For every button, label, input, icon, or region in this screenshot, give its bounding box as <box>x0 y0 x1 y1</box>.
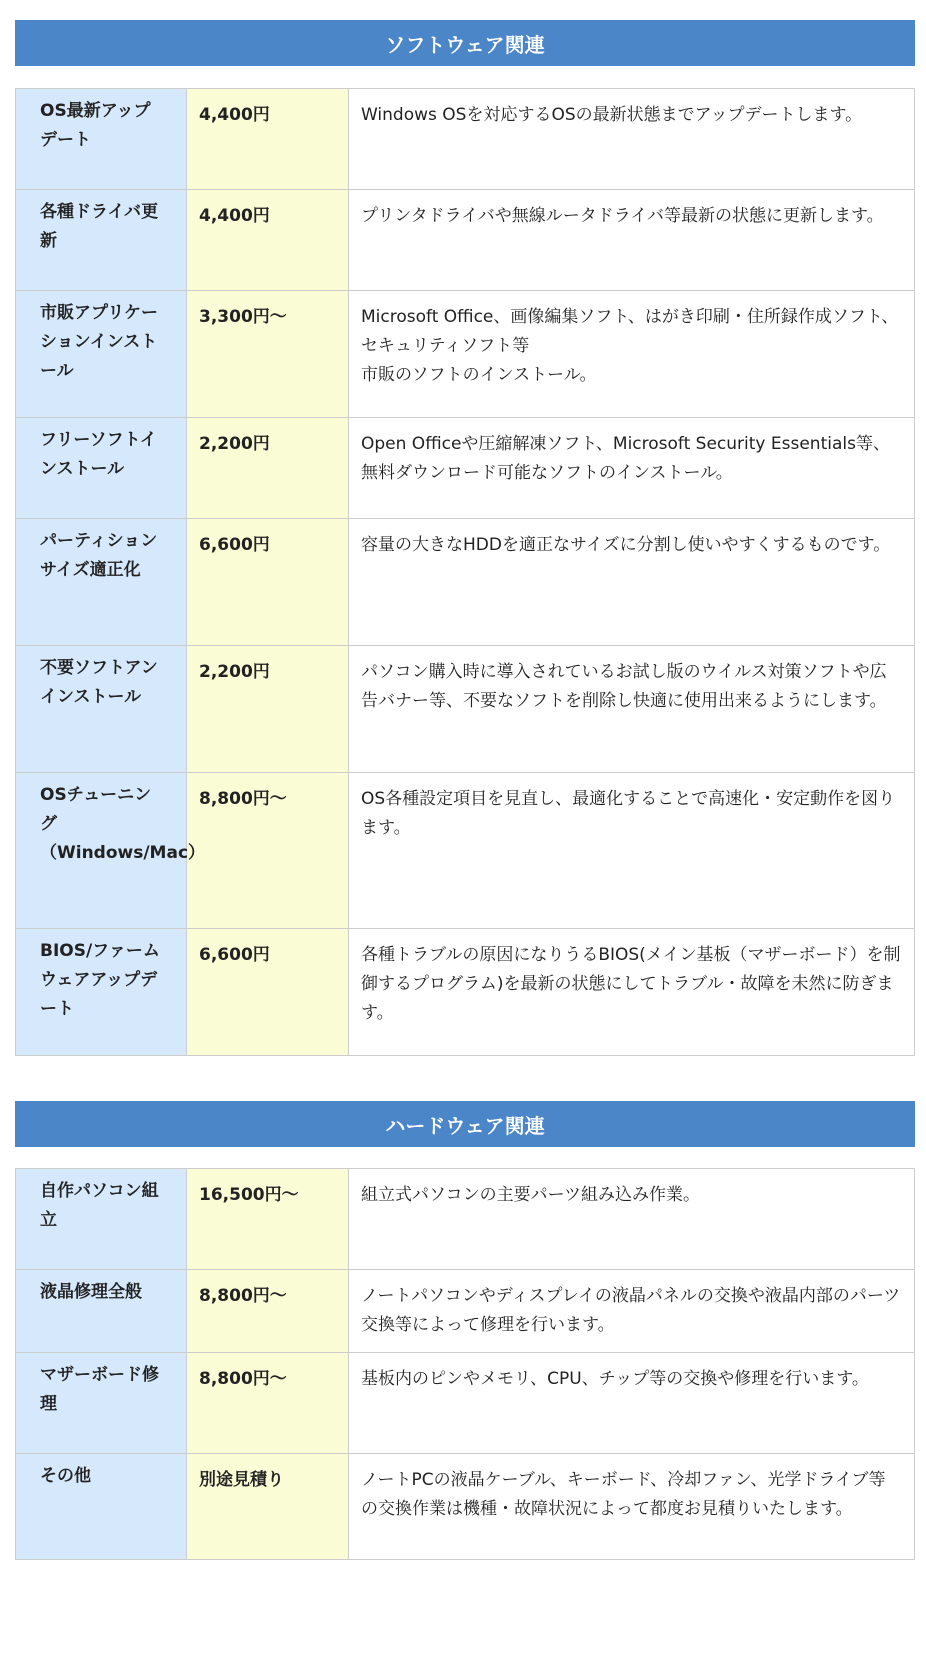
service-price: 別途見積り <box>187 1454 349 1560</box>
table-row <box>16 418 915 519</box>
table-row <box>16 646 915 773</box>
table-row <box>16 773 915 929</box>
service-name: 市販アプリケーションインストール <box>16 291 187 418</box>
hardware-price-table <box>15 1168 915 1560</box>
service-description: ノートパソコンやディスプレイの液晶パネルの交換や液晶内部のパーツ交換等によって修理を行います。 <box>349 1270 915 1353</box>
service-price: 2,200円 <box>187 646 349 773</box>
service-price: 3,300円〜 <box>187 291 349 418</box>
service-price: 6,600円 <box>187 929 349 1056</box>
service-name: OS最新アップデート <box>16 89 187 190</box>
service-name: その他 <box>16 1454 187 1560</box>
service-name: 自作パソコン組立 <box>16 1169 187 1270</box>
service-name: フリーソフトインストール <box>16 418 187 519</box>
table-row <box>16 291 915 418</box>
service-price: 8,800円〜 <box>187 1353 349 1454</box>
table-row <box>16 929 915 1056</box>
service-price: 2,200円 <box>187 418 349 519</box>
service-name: BIOS/ファームウェアアップデート <box>16 929 187 1056</box>
service-name: 液晶修理全般 <box>16 1270 187 1353</box>
table-row <box>16 1353 915 1454</box>
service-description: Windows OSを対応するOSの最新状態までアップデートします。 <box>349 89 915 190</box>
software-price-table <box>15 88 915 1056</box>
software-section-header: ソフトウェア関連 <box>15 20 915 66</box>
service-description: 各種トラブルの原因になりうるBIOS(メイン基板（マザーボード）を制御するプログラム)を最新の状態にしてトラブル・故障を未然に防ぎます。 <box>349 929 915 1056</box>
table-row <box>16 89 915 190</box>
hardware-section-header: ハードウェア関連 <box>15 1101 915 1147</box>
service-price: 8,800円〜 <box>187 1270 349 1353</box>
service-name: パーティションサイズ適正化 <box>16 519 187 646</box>
service-name: 各種ドライバ更新 <box>16 190 187 291</box>
service-description: パソコン購入時に導入されているお試し版のウイルス対策ソフトや広告バナー等、不要なソフトを削除し快適に使用出来るようにします。 <box>349 646 915 773</box>
table-row <box>16 1454 915 1560</box>
service-description: 容量の大きなHDDを適正なサイズに分割し使いやすくするものです。 <box>349 519 915 646</box>
service-description: 基板内のピンやメモリ、CPU、チップ等の交換や修理を行います。 <box>349 1353 915 1454</box>
service-name: 不要ソフトアンインストール <box>16 646 187 773</box>
service-description: OS各種設定項目を見直し、最適化することで高速化・安定動作を図ります。 <box>349 773 915 929</box>
service-description: ノートPCの液晶ケーブル、キーボード、冷却ファン、光学ドライブ等の交換作業は機種・故障状況によって都度お見積りいたします。 <box>349 1454 915 1560</box>
service-price: 4,400円 <box>187 89 349 190</box>
table-row <box>16 1169 915 1270</box>
service-name: マザーボード修理 <box>16 1353 187 1454</box>
service-name: OSチューニング（Windows/Mac） <box>16 773 187 929</box>
table-row <box>16 519 915 646</box>
service-description: プリンタドライバや無線ルータドライバ等最新の状態に更新します。 <box>349 190 915 291</box>
service-description: Open Officeや圧縮解凍ソフト、Microsoft Security Essentials等、無料ダウンロード可能なソフトのインストール。 <box>349 418 915 519</box>
service-price: 16,500円〜 <box>187 1169 349 1270</box>
service-description: 組立式パソコンの主要パーツ組み込み作業。 <box>349 1169 915 1270</box>
service-price: 8,800円〜 <box>187 773 349 929</box>
table-row <box>16 1270 915 1353</box>
service-description: Microsoft Office、画像編集ソフト、はがき印刷・住所録作成ソフト、セキュリティソフト等 市販のソフトのインストール。 <box>349 291 915 418</box>
table-row <box>16 190 915 291</box>
service-price: 4,400円 <box>187 190 349 291</box>
service-price: 6,600円 <box>187 519 349 646</box>
